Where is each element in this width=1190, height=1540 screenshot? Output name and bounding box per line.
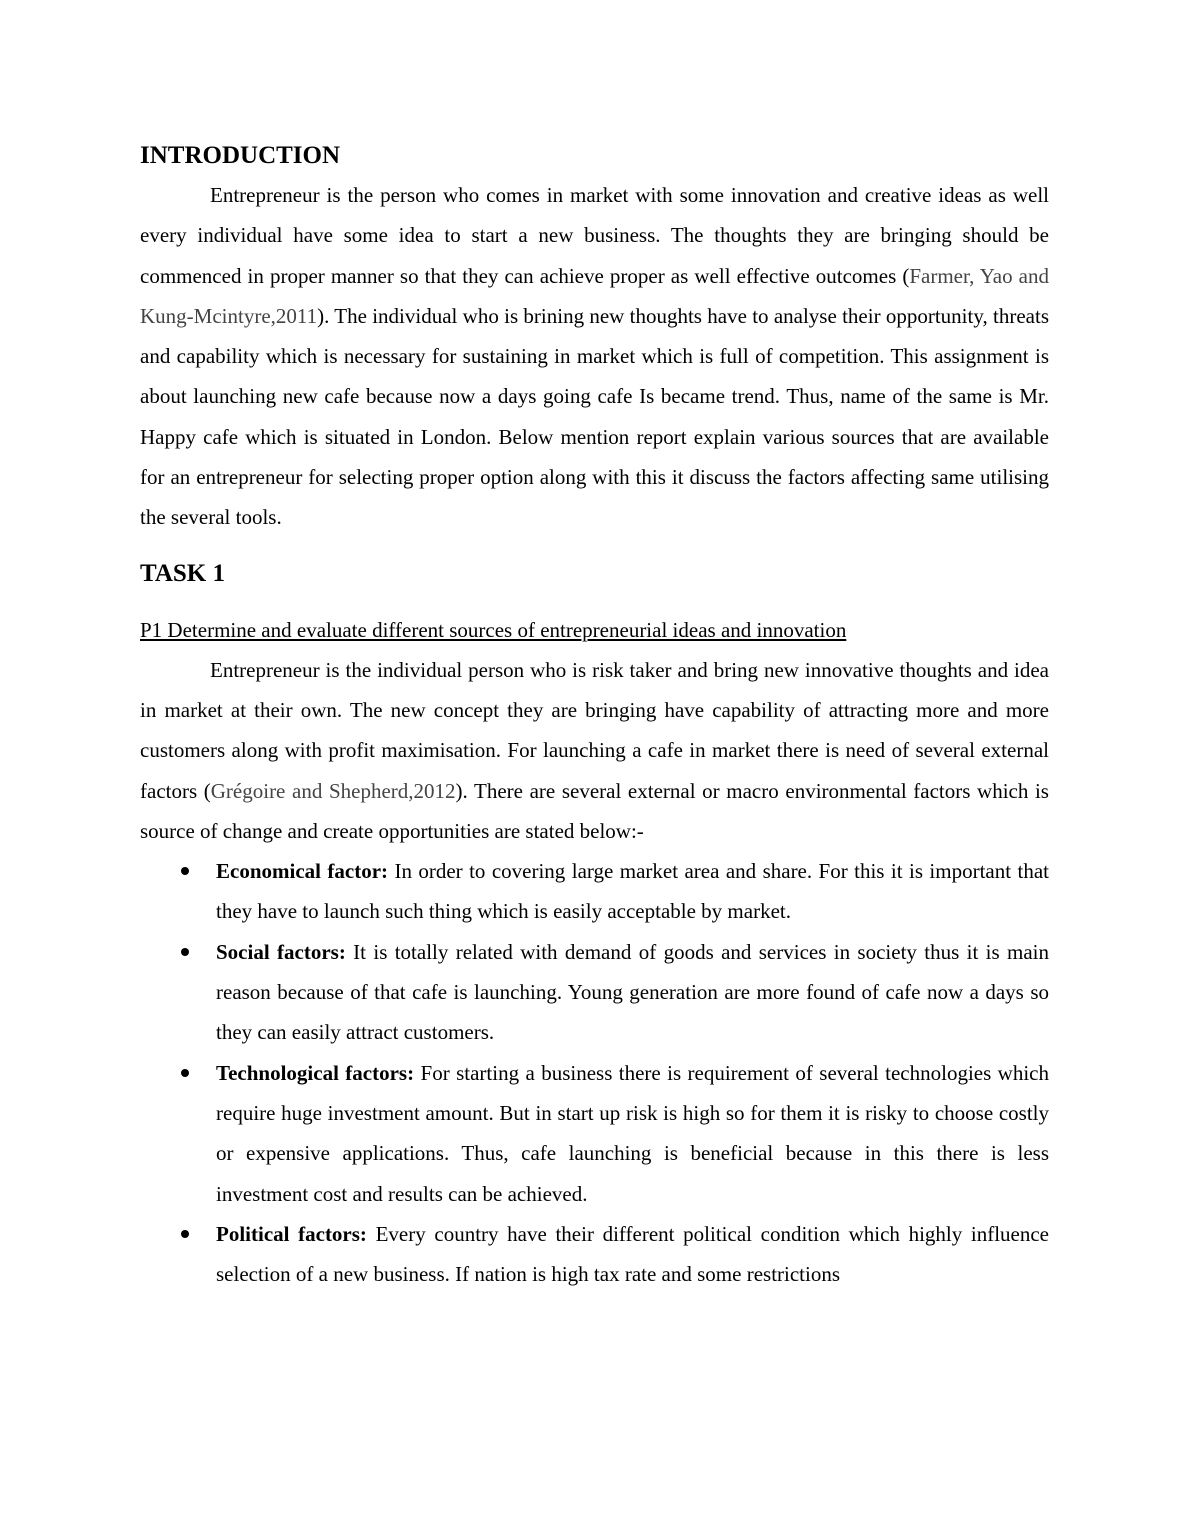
introduction-text-part2: ). The individual who is brining new thoughts have to analyse their opportunity, threats and capability which is necessary for sustaining in market which is full of competition. This assignment is about launching new cafe because now a days going cafe Is became trend. Thus, name of the same is Mr. Happy cafe which is situated in London. Below mention report explain various sources that are available for an entrepreneur for selecting proper option along with this it discuss the factors affecting same utilising the several tools. — [140, 303, 1049, 530]
list-item-label: Technological factors: — [216, 1060, 415, 1085]
list-item-political — [140, 1214, 1049, 1295]
list-item-label: Social factors: — [216, 939, 346, 964]
bullet-icon — [181, 1069, 189, 1077]
list-item-text: It is totally related with demand of goods and services in society thus it is main reason because of that cafe is launching. Young generation are more found of cafe now a days so they can easily attract customers. — [216, 939, 1049, 1045]
list-item-technological — [140, 1053, 1049, 1214]
bullet-icon — [181, 867, 189, 875]
list-item-text: For starting a business there is requirement of several technologies which require huge investment amount. But in start up risk is high so for them it is risky to choose costly or expensive applications. Thus, cafe launching is beneficial because in this there is less investment cost and results can be achieved. — [216, 1060, 1050, 1206]
introduction-text-part1: Entrepreneur is the person who comes in market with some innovation and creative ideas as well every individual have some idea to start a new business. The thoughts they are bringing should be commenced in proper manner so that they can achieve proper as well effective outcomes ( — [140, 183, 1049, 288]
introduction-citation: Farmer, Yao and Kung-Mcintyre,2011 — [140, 263, 1049, 328]
task1-subheading: P1 Determine and evaluate different sources of entrepreneurial ideas and innovation — [140, 617, 847, 642]
document-page — [140, 138, 1049, 1294]
task1-text-part2: ). There are several external or macro environmental factors which is source of change and create opportunities are stated below:- — [140, 778, 1049, 843]
introduction-paragraph — [140, 175, 1049, 538]
list-item-social — [140, 932, 1049, 1053]
task1-paragraph — [140, 650, 1049, 851]
task1-text-part1: Entrepreneur is the individual person who is risk taker and bring new innovative thoughts and idea in market at their own. The new concept they are bringing have capability of attracting more and more customers along with profit maximisation. For launching a cafe in market there is need of several external factors ( — [140, 657, 1049, 803]
introduction-heading: INTRODUCTION — [140, 142, 341, 169]
bullet-icon — [181, 948, 189, 956]
list-item-text: Every country have their different political condition which highly influence selection of a new business. If nation is high tax rate and some restrictions — [216, 1221, 1050, 1287]
task1-heading: TASK 1 — [140, 559, 225, 587]
factors-list — [140, 851, 1049, 1294]
list-item-label: Political factors: — [216, 1221, 367, 1246]
list-item-text: In order to covering large market area and share. For this it is important that they have to launch such thing which is easily acceptable by market. — [216, 859, 1049, 924]
list-item-label: Economical factor: — [216, 859, 389, 884]
list-item-economical — [140, 851, 1049, 932]
task1-citation: Grégoire and Shepherd,2012 — [210, 778, 456, 803]
bullet-icon — [181, 1230, 189, 1238]
